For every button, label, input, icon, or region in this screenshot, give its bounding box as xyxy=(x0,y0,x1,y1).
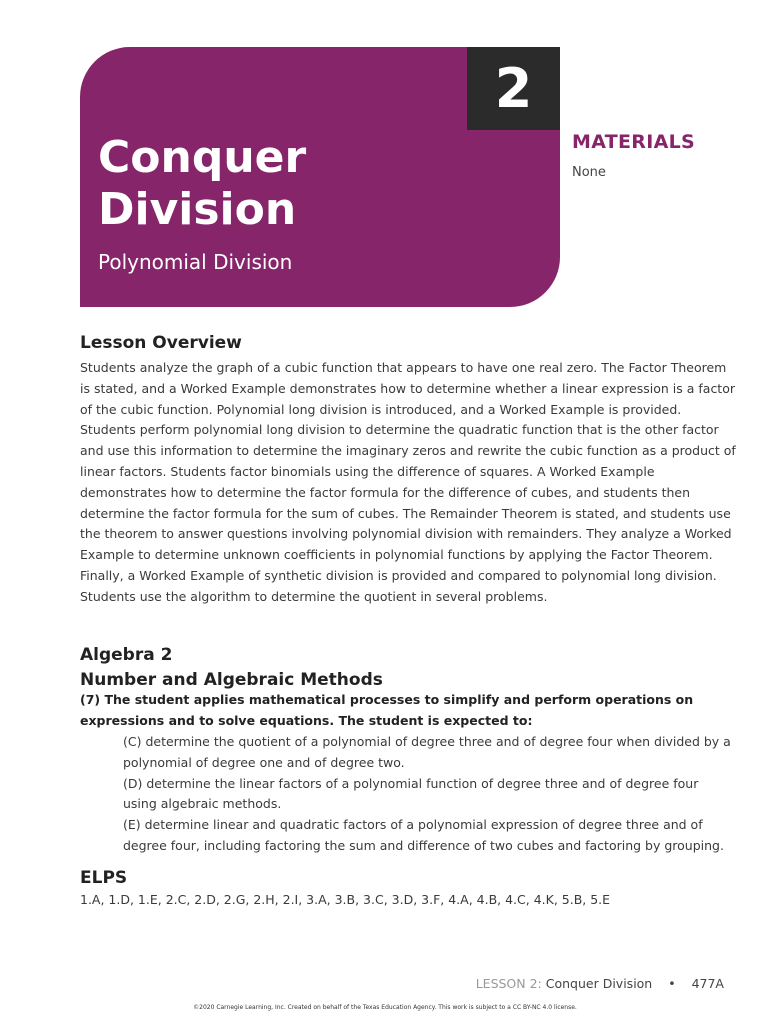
standard-item-e: (E) determine linear and quadratic factors of a polynomial expression of degree three and of degree four, including factoring the sum and difference of two cubes and factoring by grouping. xyxy=(123,817,724,853)
standard-item-c: (C) determine the quotient of a polynomial of degree three and of degree four when divided by a polynomial of degree one and of degree two. xyxy=(123,734,731,770)
lesson-title-line-1: Conquer xyxy=(98,132,307,183)
standards-intro: (7) The student applies mathematical processes to simplify and perform operations on expressions and to solve equations. The student is expected to: xyxy=(80,692,694,728)
footer-lesson-label: LESSON 2: xyxy=(475,976,542,991)
page-footer xyxy=(476,976,724,991)
lesson-overview-text: Students analyze the graph of a cubic function that appears to have one real zero. The Factor Theorem is stated, and a Worked Example demonstrates how to determine whether a linear expression is a factor of the cubic function. Polynomial long division is introduced, and a Worked Example is provided. Students perform polynomial long division to determine the quadratic function that is the other factor and use this information to determine the imaginary zeros and rewrite the cubic function as a product of linear factors. Students factor binomials using the difference of squares. A Worked Example demonstrates how to determine the factor formula for the difference of cubes, and students then determine the factor formula for the sum of cubes. The Remainder Theorem is stated, and students use the theorem to answer questions involving polynomial division with remainders. They analyze a Worked Example to determine unknown coefficients in polynomial functions by applying the Factor Theorem. Finally, a Worked Example of synthetic division is provided and compared to polynomial long division. Students use the algorithm to determine the quotient in several problems. xyxy=(80,360,736,604)
materials-value: None xyxy=(572,165,606,180)
lesson-number-badge: 2 xyxy=(467,47,560,130)
lesson-subtitle: Polynomial Division xyxy=(98,250,293,274)
copyright-notice: ©2020 Carnegie Learning, Inc. Created on behalf of the Texas Education Agency. This work is subject to a CC BY-NC 4.0 license. xyxy=(193,1004,577,1011)
footer-bullet: • xyxy=(668,976,676,991)
elps-list: 1.A, 1.D, 1.E, 2.C, 2.D, 2.G, 2.H, 2.I, 3.A, 3.B, 3.C, 3.D, 3.F, 4.A, 4.B, 4.C, 4.K, 5.B, 5.E xyxy=(80,892,611,907)
standards-course: Algebra 2 xyxy=(80,645,173,665)
standards-strand: Number and Algebraic Methods xyxy=(80,670,383,690)
lesson-title-line-2: Division xyxy=(98,184,297,235)
lesson-title xyxy=(98,132,428,236)
standards-heading xyxy=(80,643,383,693)
materials-heading: MATERIALS xyxy=(572,131,695,153)
elps-heading: ELPS xyxy=(80,868,128,888)
page-number: 477A xyxy=(691,976,724,991)
footer-lesson-title: Conquer Division xyxy=(545,976,653,991)
lesson-overview-heading: Lesson Overview xyxy=(80,333,242,353)
standards-list xyxy=(123,732,733,857)
standard-item-d: (D) determine the linear factors of a polynomial function of degree three and of degree four using algebraic methods. xyxy=(123,775,699,812)
